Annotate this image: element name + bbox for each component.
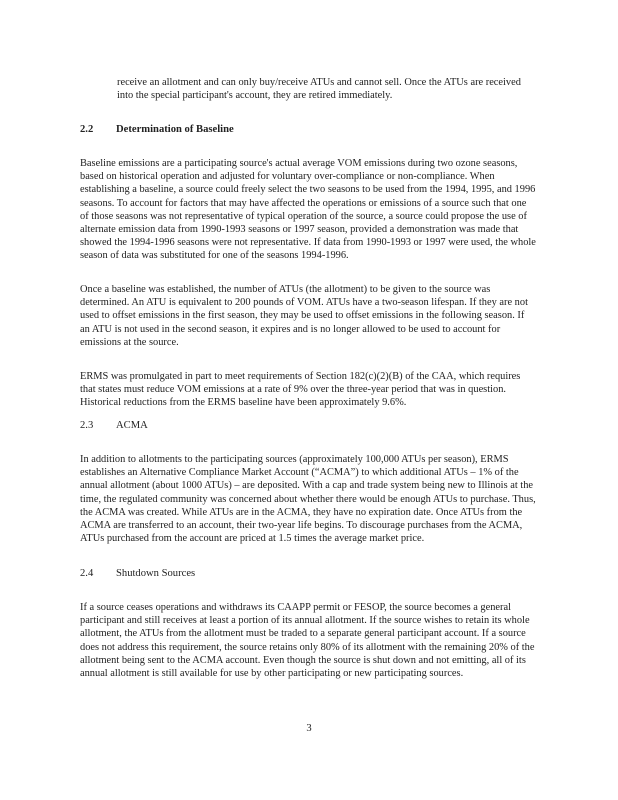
section-number: 2.4 [80,568,94,579]
baseline-paragraph-3: ERMS was promulgated in part to meet requirements of Section 182(c)(2)(B) of the CAA, which requires that states must reduce VOM emissions at a rate of 9% over the three-year period that was in question. Historical reductions from the ERMS baseline have been approximately 9.6%. [80,371,521,409]
acma-paragraph: In addition to allotments to the participating sources (approximately 100,000 ATUs per season), ERMS establishes an Alternative Compliance Market Account (“ACMA”) to which additional ATUs – 1% of the annual allotment (about 1000 ATUs) – are deposited. With a cap and trade system being new to Illinois at the time, the regulated community was concerned about whether there would be enough ATUs to purchase. Thus, the ACMA was created. While ATUs are in the ACMA, they have no expiration date. Once ATUs from the ACMA are transferred to an account, their two-year life begins. To discourage purchases from the ACMA, ATUs purchased from the account are priced at 1.5 times the average market price. [80,454,536,545]
page-number: 3 [306,723,312,734]
section-title: Shutdown Sources [116,568,196,579]
section-title: Determination of Baseline [116,124,234,135]
section-heading-2-2 [80,124,234,135]
shutdown-paragraph: If a source ceases operations and withdraws its CAAPP permit or FESOP, the source becomes a general participant and still receives at least a portion of its annual allotment. If the source wishes to retain its whole allotment, the ATUs from the allotment must be traded to a separate general participant account. If a source does not address this requirement, the source retains only 80% of its allotment with the remaining 20% of the allotment being sent to the ACMA account. Even though the source is shut down and not emitting, all of its annual allotment is still available for use by other participating or new participating sources. [80,602,535,680]
section-title: ACMA [116,420,148,431]
section-heading-2-4 [80,568,195,579]
baseline-paragraph-1: Baseline emissions are a participating source's actual average VOM emissions during two ozone seasons, based on historical operation and adjusted for voluntary over-compliance or non-compliance. When establishing a baseline, a source could freely select the two seasons to be used from the 1994, 1995, and 1996 seasons. To account for factors that may have affected the operations or emissions of a source such that one of those seasons was not representative of typical operation of the source, a source could propose the use of alternate emission data from 1990-1993 seasons or 1997 season, provided a demonstration was made that showed the 1994-1996 seasons were not representative. If data from 1990-1993 or 1997 were used, the whole season of data was substituted for one of the seasons 1994-1996. [80,158,536,262]
baseline-paragraph-2: Once a baseline was established, the number of ATUs (the allotment) to be given to the source was determined. An ATU is equivalent to 200 pounds of VOM. ATUs have a two-season lifespan. If they are not used to offset emissions in the first season, they may be used to offset emissions in the following season. If an ATU is not used in the second season, it expires and is no longer allowed to be used to account for emissions at the source. [80,284,528,348]
section-number: 2.3 [80,420,94,431]
section-heading-2-3 [80,420,148,431]
intro-paragraph: receive an allotment and can only buy/receive ATUs and cannot sell. Once the ATUs are received into the special participant's account, they are retired immediately. [117,77,521,102]
section-number: 2.2 [80,124,94,135]
